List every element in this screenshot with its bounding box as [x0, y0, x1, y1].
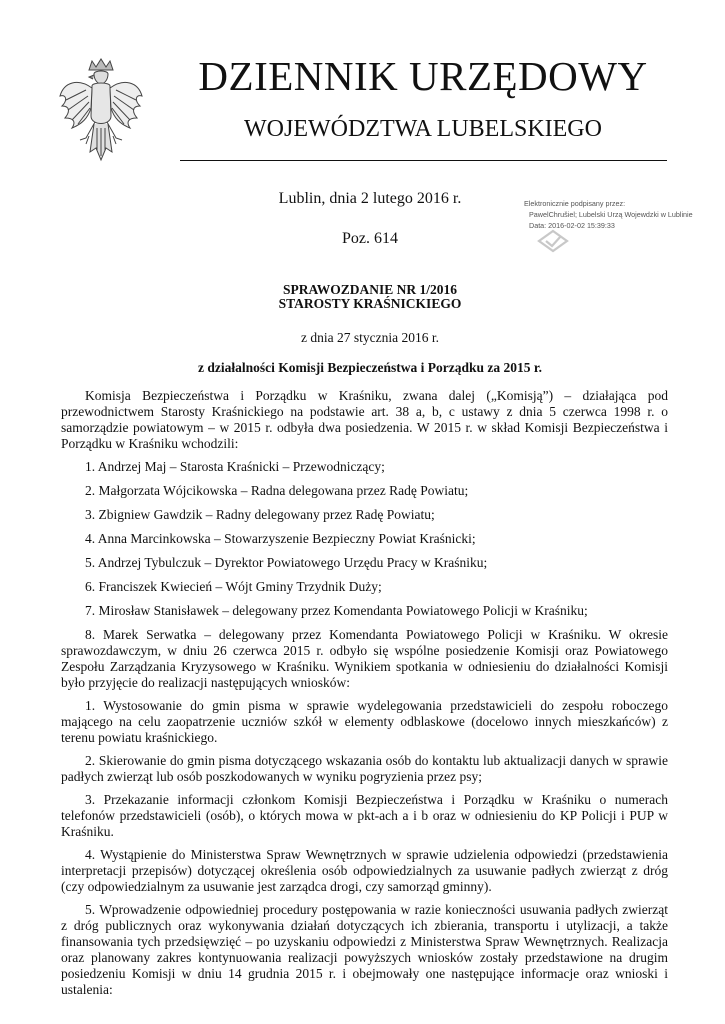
member-item: 1. Andrzej Maj – Starosta Kraśnicki – Przewodniczący;	[85, 459, 385, 474]
conclusion-paragraph: 1. Wystosowanie do gmin pisma w sprawie wydelegowania przedstawicieli do zespołu roboczego mającego na celu zaopatrzenie uczniów szkół w elementy odblaskowe (docelowo innych mieszkańców) z terenu powiatu kraśnickiego.	[61, 698, 668, 745]
polish-eagle-emblem-icon	[56, 56, 146, 166]
member-item: 6. Franciszek Kwiecień – Wójt Gminy Trzydnik Duży;	[85, 579, 382, 594]
member-item: 5. Andrzej Tybulczuk – Dyrektor Powiatowego Urzędu Pracy w Kraśniku;	[85, 555, 488, 570]
report-date: z dnia 27 stycznia 2016 r.	[301, 330, 439, 345]
intro-paragraph: Komisja Bezpieczeństwa i Porządku w Kraśniku, zwana dalej („Komisją”) – działająca pod przewodnictwem Starosty Kraśnickiego na podstawie art. 38 a, b, c ustawy z dnia 5 czerwca 1998 r. o samorządzie powiatowym – w 2015 r. odbyła dwa posiedzenia. W 2015 r. w skład Komisji Bezpieczeństwa i Porządku w Kraśniku wchodzili:	[61, 388, 668, 451]
conclusion-paragraph: 3. Przekazanie informacji członkom Komisji Bezpieczeństwa i Porządku w Kraśniku o numerach telefonów przedstawicieli (osób), o których mowa w pkt-ach a i b oraz w odniesieniu do KP Policji i PUP w Kraśniku.	[61, 792, 668, 839]
signature-check-icon	[536, 228, 570, 254]
report-title	[170, 283, 570, 311]
member-8-paragraph: 8. Marek Serwatka – delegowany przez Komendanta Powiatowego Policji w Kraśniku. W okresie sprawozdawczym, w dniu 26 czerwca 2015 r. odbyło się wspólne posiedzenie Komisji oraz Powiatowego Zespołu Zarządzania Kryzysowego w Kraśniku. Wynikiem spotkania w odniesieniu do działalności Komisji było przyjęcie do realizacji następujących wniosków:	[61, 627, 668, 690]
report-title-line1: SPRAWOZDANIE NR 1/2016	[282, 282, 458, 297]
member-item: 7. Mirosław Stanisławek – delegowany przez Komendanta Powiatowego Policji w Kraśniku;	[85, 603, 588, 618]
member-item: 2. Małgorzata Wójcikowska – Radna delegowana przez Radę Powiatu;	[85, 483, 469, 498]
signature-label: Elektronicznie podpisany przez:	[524, 199, 626, 208]
member-item: 3. Zbigniew Gawdzik – Radny delegowany przez Radę Powiatu;	[85, 507, 435, 522]
member-item: 4. Anna Marcinkowska – Stowarzyszenie Bezpieczny Powiat Kraśnicki;	[85, 531, 476, 546]
header-divider	[180, 160, 667, 161]
electronic-signature	[524, 198, 714, 231]
conclusion-paragraph: 5. Wprowadzenie odpowiedniej procedury postępowania w razie konieczności usuwania padłych zwierząt z dróg publicznych oraz wykonywania działań dotyczących ich zbierania, transportu i utylizacji, a także finansowania tych przedsięwzięć – po uzyskaniu odpowiedzi z Ministerstwa Spraw Wewnętrznych. Realizacja oraz planowany zakres kontynuowania realizacji powyższych wniosków zostały przedstawione na drugim posiedzeniu Komisji w dniu 14 grudnia 2015 r. i obejmowały one następujące informacje oraz wnioski i ustalenia:	[61, 902, 668, 997]
conclusion-paragraph: 4. Wystąpienie do Ministerstwa Spraw Wewnętrznych w sprawie udzielenia odpowiedzi (przedstawienia interpretacji przepisów) dotyczącej określenia osób odpowiedzialnych za usuwanie padłych zwierząt z dróg (czy odpowiedzialnym za usuwanie jest zarządca drogi, czy samorząd gminny).	[61, 847, 668, 894]
publication-date: Lublin, dnia 2 lutego 2016 r.	[278, 190, 462, 207]
report-title-line2: STAROSTY KRAŚNICKIEGO	[278, 296, 462, 311]
position-number: Poz. 614	[342, 230, 398, 247]
signature-signer: PawelChrušiel; Lubelski Urzą Wojewdzki w Lublinie	[529, 210, 693, 219]
conclusion-paragraph: 2. Skierowanie do gmin pisma dotyczącego wskazania osób do kontaktu lub aktualizacji danych w sprawie padłych zwierząt lub osób poszkodowanych w wyniku pogryzienia przez psy;	[61, 753, 668, 784]
signature-date: Data: 2016-02-02 15:39:33	[529, 221, 615, 230]
journal-subtitle: WOJEWÓDZTWA LUBELSKIEGO	[244, 116, 602, 142]
report-subject: z działalności Komisji Bezpieczeństwa i Porządku za 2015 r.	[197, 360, 543, 375]
journal-title: DZIENNIK URZĘDOWY	[198, 53, 648, 99]
report-body	[61, 388, 668, 1005]
